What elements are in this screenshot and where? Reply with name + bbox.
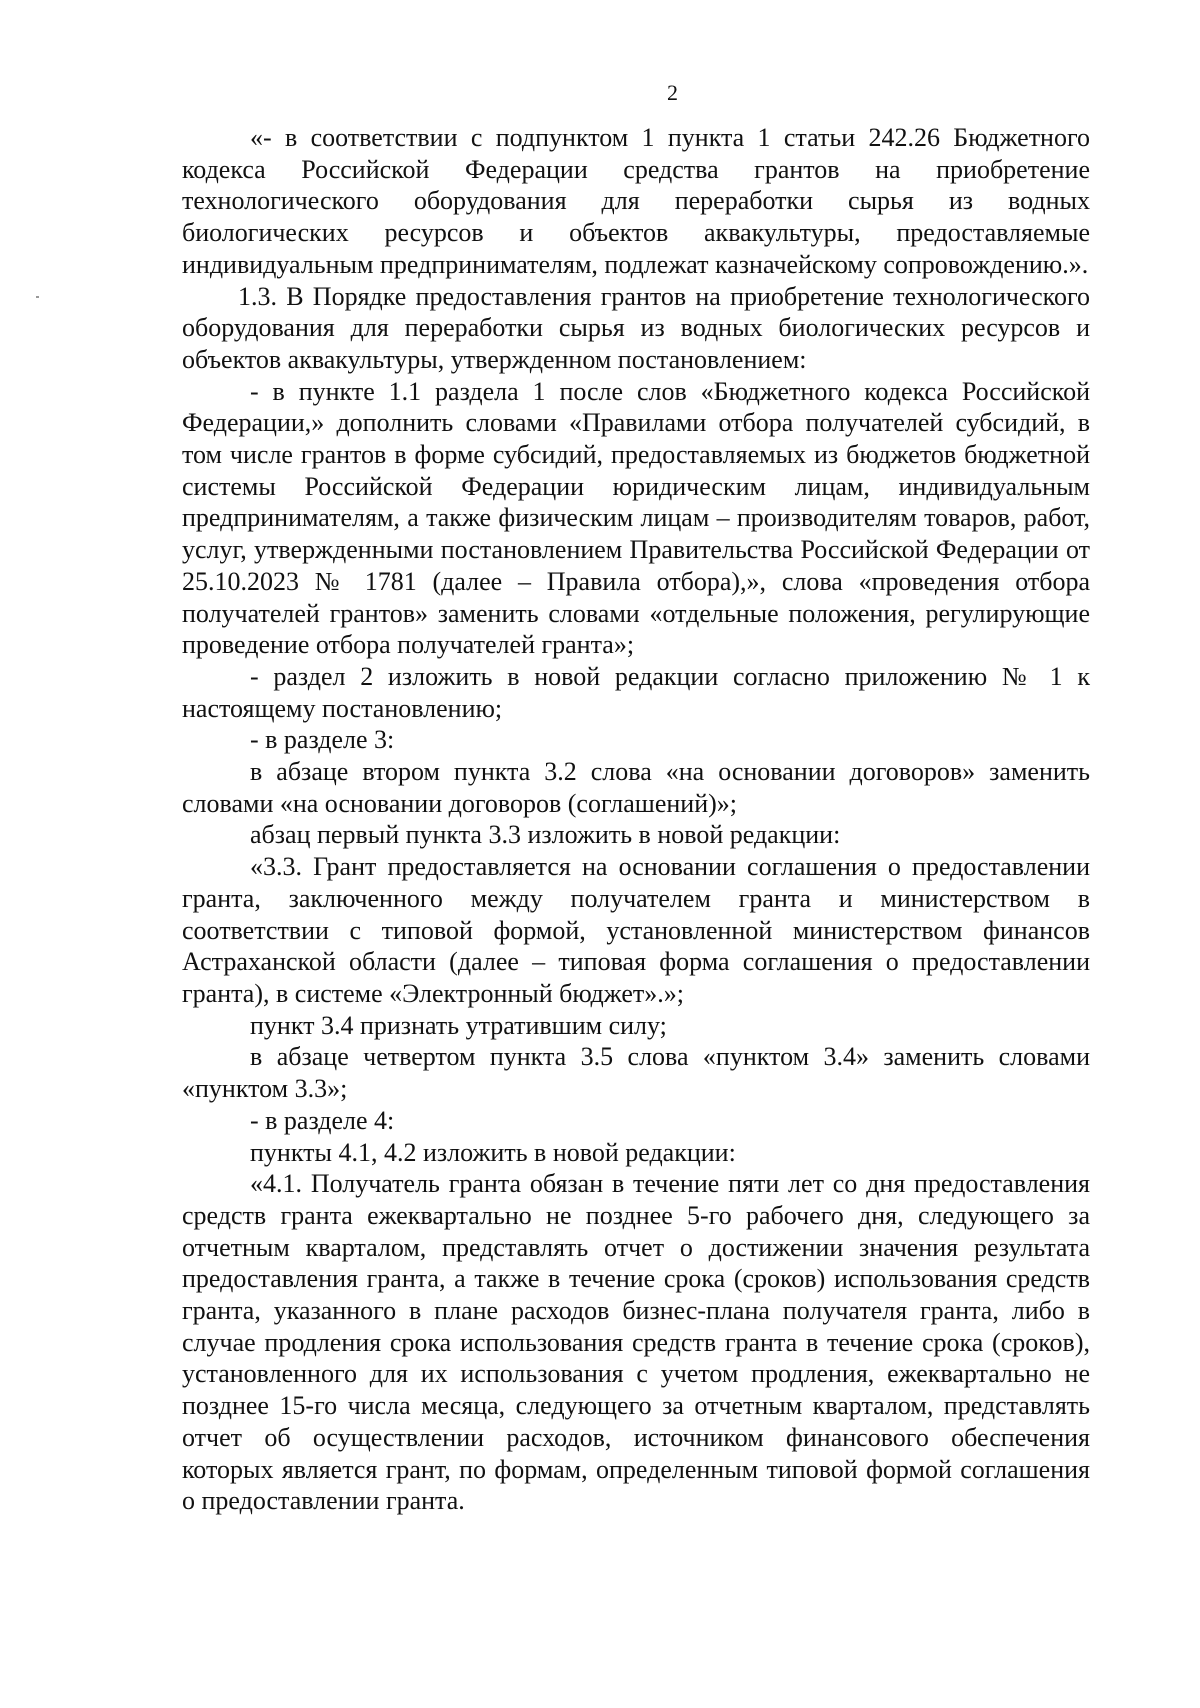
paragraph-item-3-3-intro: абзац первый пункта 3.3 изложить в новой редакции: [250, 820, 841, 850]
paragraph-item-3-2: в абзаце втором пункта 3.2 слова «на основании договоров» заменить словами «на основании договоров (соглашений)»; [182, 757, 1090, 818]
scan-mark [36, 296, 39, 298]
paragraph-item-3-4: пункт 3.4 признать утратившим силу; [250, 1010, 667, 1040]
document-body [182, 122, 1090, 1517]
paragraph-section-3-header: - в разделе 3: [250, 725, 395, 755]
paragraph-item-3-5: в абзаце четвертом пункта 3.5 слова «пунктом 3.4» заменить словами «пунктом 3.3»; [182, 1042, 1090, 1104]
paragraph-item-3-3-text: «3.3. Грант предоставляется на основании соглашения о предоставлении гранта, заключенного между получателем гранта и министерством в соответствии с типовой формой, установленной министерством финансов Астраханской области (далее – типовая форма соглашения о предоставлении гранта), в системе «Электронный бюджет».»; [182, 852, 1090, 1008]
paragraph-section-1-amendment: - в пункте 1.1 раздела 1 после слов «Бюджетного кодекса Российской Федерации,» дополнить словами «Правилами отбора получателей субсидий, в том числе грантов в форме субсидий, предоставляемых из бюджетов бюджетной системы Российской Федерации юридическим лицам, индивидуальным предпринимателям, а также физическим лицам – производителям товаров, работ, услуг, утвержденными постановлением Правительства Российской Федерации от 25.10.2023 № 1781 (далее – Правила отбора),», слова «проведения отбора получателей грантов» заменить словами «отдельные положения, регулирующие проведение отбора получателей гранта»; [182, 376, 1090, 660]
page-number: 2 [667, 80, 678, 105]
paragraph-1-3: 1.3. В Порядке предоставления грантов на приобретение технологического оборудования для переработки сырья из водных биологических ресурсов и объектов аквакультуры, утвержденном постановлением: [182, 281, 1090, 374]
paragraph-items-4-1-4-2-intro: пункты 4.1, 4.2 изложить в новой редакции: [250, 1137, 736, 1167]
paragraph-section-2: - раздел 2 изложить в новой редакции согласно приложению № 1 к настоящему постановлению; [182, 661, 1090, 723]
paragraph-section-4-header: - в разделе 4: [250, 1105, 395, 1135]
paragraph-item-4-1-text: «4.1. Получатель гранта обязан в течение пяти лет со дня предоставления средств гранта ежеквартально не позднее 5-го рабочего дня, следующего за отчетным кварталом, представлять отчет о достижении значения результата предоставления гранта, а также в течение срока (сроков) использования средств гранта, указанного в плане расходов бизнес-плана получателя гранта, либо в случае продления срока использования средств гранта в течение срока (сроков), установленного для их использования с учетом продления, ежеквартально не позднее 15-го числа месяца, следующего за отчетным кварталом, представлять отчет об осуществлении расходов, источником финансового обеспечения которых является грант, по формам, определенным типовой формой соглашения о предоставлении гранта. [182, 1169, 1090, 1516]
paragraph-budget-code-quote: «- в соответствии с подпунктом 1 пункта 1 статьи 242.26 Бюджетного кодекса Российской Федерации средства грантов на приобретение технологического оборудования для переработки сырья из водных биологических ресурсов и объектов аквакультуры, предоставляемые индивидуальным предпринимателям, подлежат казначейскому сопровождению.». [182, 123, 1090, 279]
